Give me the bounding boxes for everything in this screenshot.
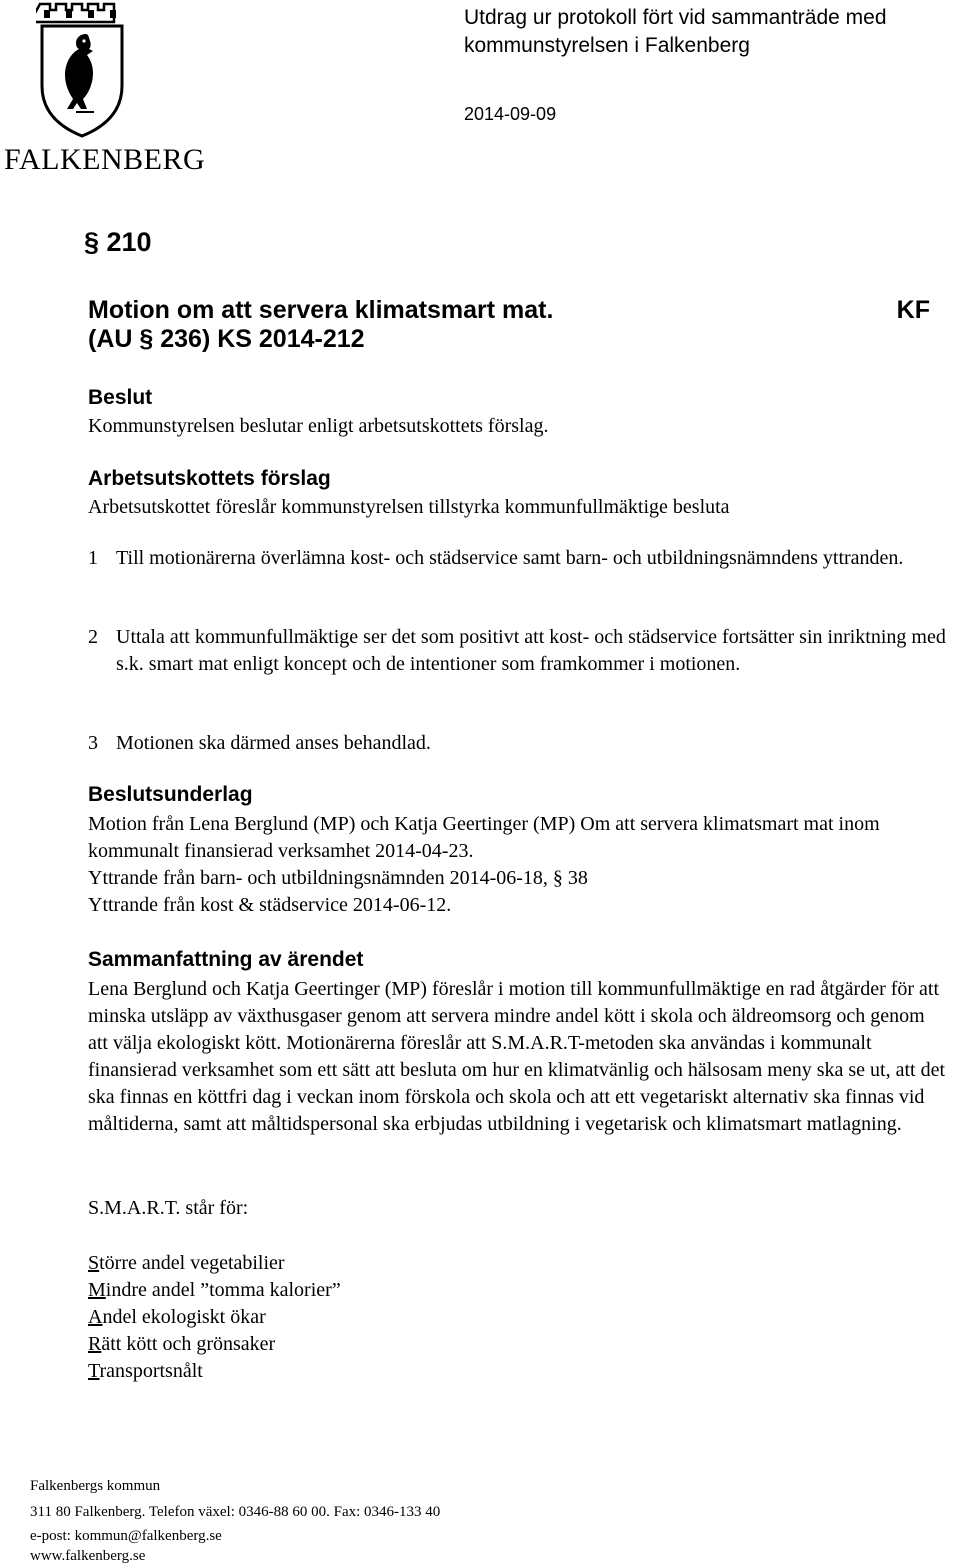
smart-item-letter: T — [88, 1360, 100, 1382]
case-title — [88, 296, 553, 354]
case-title-line-2: (AU § 236) KS 2014-212 — [88, 325, 365, 353]
forslag-item — [88, 624, 960, 678]
smart-item-rest: törre andel vegetabilier — [99, 1252, 285, 1274]
sammanfattning-heading: Sammanfattning av ärendet — [88, 948, 364, 971]
forslag-item-number: 3 — [88, 732, 98, 754]
smart-list — [88, 1250, 948, 1385]
smart-item-rest: ransportsnålt — [99, 1360, 203, 1382]
forslag-heading: Arbetsutskottets förslag — [88, 467, 331, 490]
forslag-item-number: 1 — [88, 547, 98, 569]
footer-email[interactable]: e-post: kommun@falkenberg.se — [30, 1528, 222, 1544]
document-date: 2014-09-09 — [464, 104, 557, 124]
falkenberg-coat-of-arms-icon — [36, 0, 128, 140]
underlag-line: Yttrande från kost & städservice 2014-06-12. — [88, 894, 452, 916]
smart-item-rest: ätt kött och grönsaker — [101, 1333, 276, 1355]
forslag-item-text: Motionen ska därmed anses behandlad. — [116, 732, 431, 754]
smart-item — [88, 1277, 948, 1304]
underlag-line: Yttrande från barn- och utbildningsnämnden 2014-06-18, § 38 — [88, 867, 588, 889]
case-tag: KF — [896, 296, 930, 324]
forslag-item-text: Uttala att kommunfullmäktige ser det som positivt att kost- och städservice fortsätter sin inriktning med s.k. smart mat enligt koncept och de intentioner som framkommer i motionen. — [116, 626, 946, 675]
case-title-line-1: Motion om att servera klimatsmart mat. — [88, 296, 554, 324]
beslut-text: Kommunstyrelsen beslutar enligt arbetsutskottets förslag. — [88, 415, 549, 437]
smart-item-letter: A — [88, 1306, 103, 1328]
brand-wordmark: FALKENBERG — [4, 143, 206, 176]
forslag-item-text: Till motionärerna överlämna kost- och städservice samt barn- och utbildningsnämndens yttranden. — [116, 547, 904, 569]
underlag-line: Motion från Lena Berglund (MP) och Katja Geertinger (MP) Om att servera klimatsmart mat inom kommunalt finansierad verksamhet 2014-04-23. — [88, 813, 880, 862]
underlag-heading: Beslutsunderlag — [88, 783, 253, 806]
smart-item-letter: M — [88, 1279, 106, 1301]
footer-address: 311 80 Falkenberg. Telefon växel: 0346-88 60 00. Fax: 0346-133 40 — [30, 1504, 441, 1520]
footer-org: Falkenbergs kommun — [30, 1478, 161, 1494]
smart-item — [88, 1331, 948, 1358]
smart-item — [88, 1250, 948, 1277]
forslag-item — [88, 730, 960, 757]
footer-website[interactable]: www.falkenberg.se — [30, 1548, 146, 1564]
forslag-item — [88, 545, 960, 572]
smart-item-rest: indre andel ”tomma kalorier” — [105, 1279, 341, 1301]
paragraph-number: § 210 — [84, 227, 152, 257]
beslut-heading: Beslut — [88, 386, 153, 409]
smart-item-letter: R — [88, 1333, 102, 1355]
document-header-title: Utdrag ur protokoll fört vid sammanträde med kommunstyrelsen i Falkenberg — [464, 6, 887, 57]
underlag-list — [88, 811, 948, 919]
forslag-item-number: 2 — [88, 626, 98, 648]
smart-item — [88, 1358, 948, 1385]
smart-item-rest: ndel ekologiskt ökar — [102, 1306, 266, 1328]
smart-intro: S.M.A.R.T. står för: — [88, 1197, 249, 1219]
smart-item — [88, 1304, 948, 1331]
forslag-text: Arbetsutskottet föreslår kommunstyrelsen tillstyrka kommunfullmäktige besluta — [88, 496, 730, 518]
sammanfattning-text: Lena Berglund och Katja Geertinger (MP) föreslår i motion till kommunfullmäktige en rad åtgärder för att minska utsläpp av växthusgaser genom att servera mindre andel kött i skola och äldreomsorg och genom att välja ekologiskt kött. Motionärerna föreslår att S.M.A.R.T-metoden ska användas i kommunalt finansierad verksamhet som ett sätt att besluta om hur en klimatvänlig och hälsosam meny ska se ut, att det ska finnas en köttfri dag i veckan inom förskola och skola och att ett vegetariskt alternativ ska finnas vid måltiderna, samt att måltidspersonal ska erbjudas utbildning i vegetarisk och klimatsmart matlagning. — [88, 978, 946, 1135]
smart-item-letter: S — [88, 1252, 100, 1274]
